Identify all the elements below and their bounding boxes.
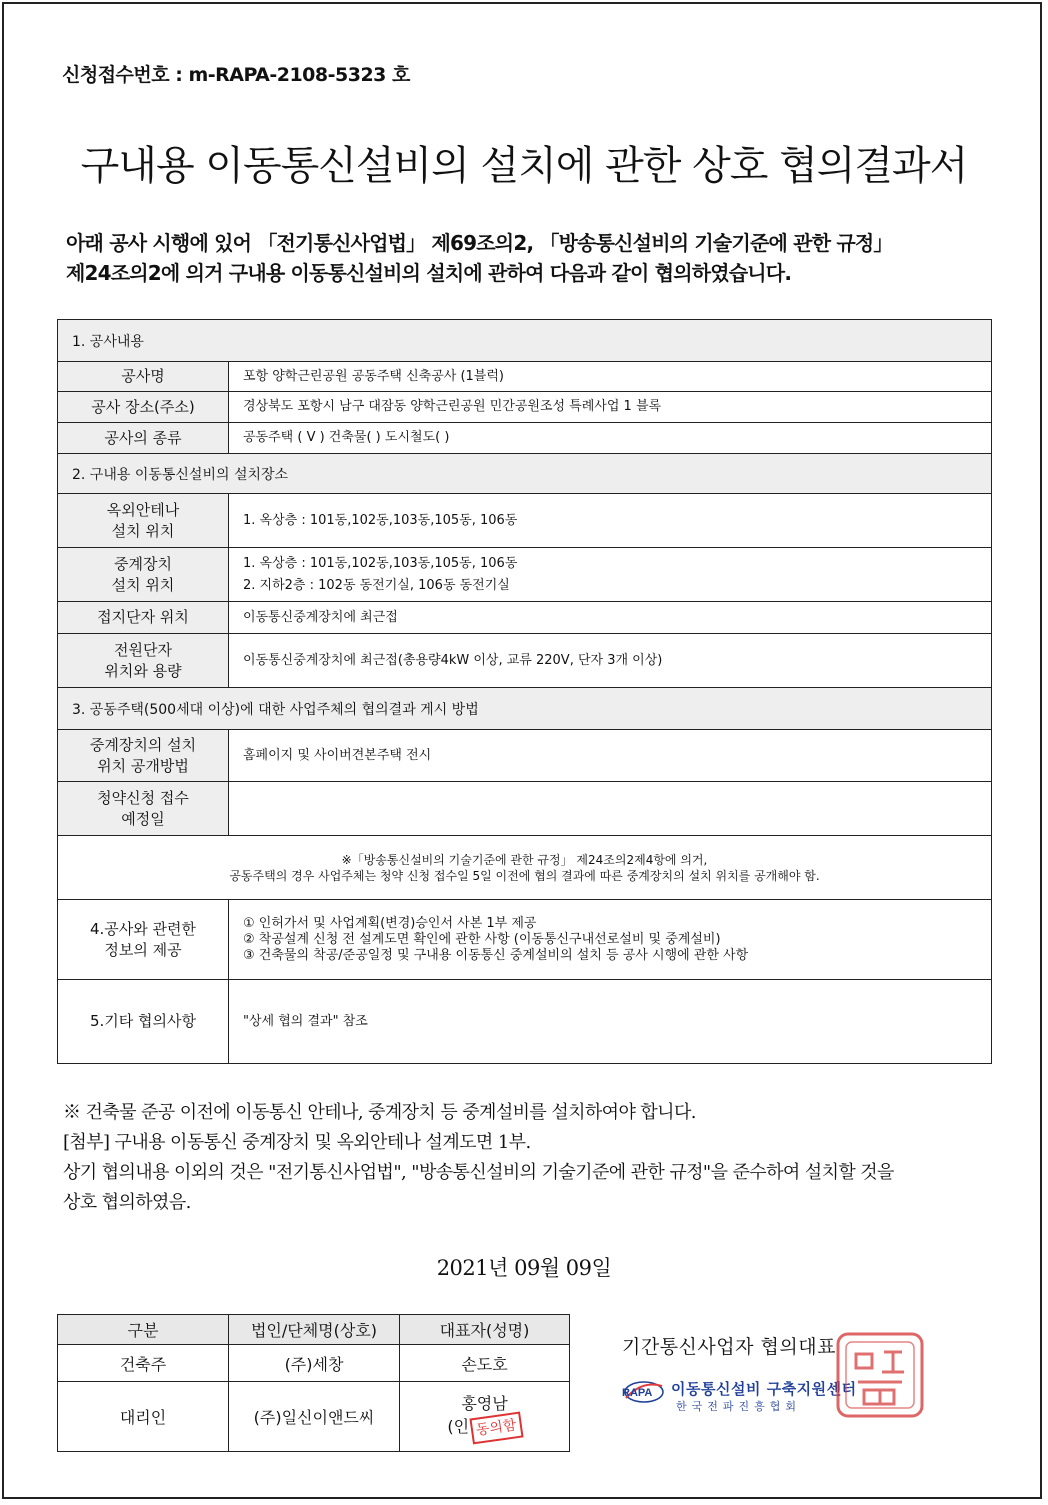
- subscription-label-line-1: 청약신청 접수: [97, 788, 189, 807]
- info-provision-value: [229, 900, 992, 980]
- closing-note-4: 상호 협의하였음.: [63, 1192, 191, 1213]
- relay-value-line-1: 1. 옥상층 : 101동,102동,103동,105동, 106동: [243, 555, 518, 571]
- sig-agent-representative: [400, 1382, 570, 1452]
- regulation-note: [58, 836, 992, 900]
- intro-text: [66, 228, 996, 288]
- intro-line-1: 아래 공사 시행에 있어 「전기통신사업법」 제69조의2, 「방송통신설비의 기술기준에 관한 규정」: [66, 231, 893, 255]
- sig-header-representative: 대표자(성명): [400, 1315, 570, 1345]
- etc-consultation-label: 5.기타 협의사항: [58, 980, 229, 1064]
- ground-terminal-value: 이동통신중계장치에 최근접: [229, 602, 992, 634]
- sig-agent-role: 대리인: [58, 1382, 229, 1452]
- antenna-label-line-1: 옥외안테나: [106, 500, 180, 519]
- regulation-note-line-2: 공동주택의 경우 사업주체는 청약 신청 접수일 5일 이전에 협의 결과에 따른 중계장치의 설치 위치를 공개해야 함.: [229, 868, 820, 883]
- power-label-line-2: 위치와 용량: [104, 661, 182, 680]
- power-terminal-value: 이동통신중계장치에 최근접(총용량4kW 이상, 교류 220V, 단자 3개 이상): [229, 634, 992, 688]
- rapa-logo-text: RAPA: [622, 1387, 653, 1399]
- etc-consultation-value: "상세 협의 결과" 참조: [229, 980, 992, 1064]
- sig-header-company: 법인/단체명(상호): [229, 1315, 400, 1345]
- info-value-line-3: ③ 건축물의 착공/준공일정 및 구내용 이동통신 중계설비의 설치 등 공사 시행에 관한 사항: [243, 947, 749, 963]
- ground-terminal-label: 접지단자 위치: [58, 602, 229, 634]
- power-terminal-label: [58, 634, 229, 688]
- receipt-number: 신청접수번호 : m-RAPA-2108-5323 호: [62, 64, 410, 86]
- antenna-location-value: 1. 옥상층 : 101동,102동,103동,105동, 106동: [229, 494, 992, 548]
- rapa-org-name: 한국전파진흥협회: [676, 1400, 802, 1413]
- signatory-table: [57, 1314, 570, 1452]
- power-label-line-1: 전원단자: [114, 640, 172, 659]
- project-type-value: 공동주택 ( V ) 건축물( ) 도시철도( ): [229, 423, 992, 454]
- intro-line-2: 제24조의2에 의거 구내용 이동통신설비의 설치에 관하여 다음과 같이 협의하였습니다.: [66, 261, 792, 285]
- project-name-label: 공사명: [58, 362, 229, 392]
- project-name-value: 포항 양학근린공원 공동주택 신축공사 (1블럭): [229, 362, 992, 392]
- sig-owner-company: (주)세창: [229, 1345, 400, 1382]
- relay-location-value: [229, 548, 992, 602]
- regulation-note-line-1: ※「방송통신설비의 기술기준에 관한 규정」 제24조의2제4항에 의거,: [341, 852, 708, 867]
- antenna-label-line-2: 설치 위치: [111, 521, 175, 540]
- project-type-label: 공사의 종류: [58, 423, 229, 454]
- document-date: 2021년 09월 09일: [436, 1256, 612, 1280]
- project-place-value: 경상북도 포항시 남구 대잠동 양학근린공원 민간공원조성 특례사업 1 블록: [229, 392, 992, 423]
- sig-agent-company: (주)일신이앤드씨: [229, 1382, 400, 1452]
- section-3-header: 3. 공동주택(500세대 이상)에 대한 사업주체의 협의결과 게시 방법: [58, 688, 992, 730]
- disclosure-label-line-2: 위치 공개방법: [97, 756, 189, 775]
- agency-line: 기간통신사업자 협의대표: [622, 1336, 836, 1358]
- closing-note-1: ※ 건축물 준공 이전에 이동통신 안테나, 중계장치 등 중계설비를 설치하여야 합니다.: [63, 1102, 696, 1123]
- rapa-center-name: 이동통신설비 구축지원센터: [671, 1380, 857, 1398]
- disclosure-method-label: [58, 730, 229, 782]
- agree-stamp: 동의함: [469, 1411, 523, 1444]
- sig-agent-name: 홍영남: [461, 1393, 508, 1413]
- disclosure-method-value: 홈페이지 및 사이버견본주택 전시: [229, 730, 992, 782]
- relay-value-line-2: 2. 지하2층 : 102동 동전기실, 106동 동전기실: [243, 577, 510, 593]
- rapa-logo-icon: [620, 1376, 664, 1408]
- sig-owner-representative: 손도호: [400, 1345, 570, 1382]
- subscription-date-value: [229, 782, 992, 836]
- relay-label-line-2: 설치 위치: [111, 575, 175, 594]
- consultation-table: [57, 319, 992, 1064]
- disclosure-label-line-1: 중계장치의 설치: [89, 735, 197, 754]
- info-value-line-1: ① 인허가서 및 사업계획(변경)승인서 사본 1부 제공: [243, 915, 537, 931]
- official-seal-icon: [834, 1330, 926, 1420]
- section-1-header: 1. 공사내용: [58, 320, 992, 362]
- sig-agent-seal-prefix: (인: [447, 1416, 470, 1436]
- info-label-line-2: 정보의 제공: [104, 940, 182, 959]
- sig-agent-seal-row: [400, 1415, 569, 1441]
- closing-note-3: 상기 협의내용 이외의 것은 "전기통신사업법", "방송통신설비의 기술기준에 관한 규정"을 준수하여 설치할 것을: [63, 1162, 894, 1183]
- relay-label-line-1: 중계장치: [114, 554, 172, 573]
- subscription-date-label: [58, 782, 229, 836]
- closing-notes: [63, 1098, 993, 1218]
- project-place-label: 공사 장소(주소): [58, 392, 229, 423]
- sig-owner-role: 건축주: [58, 1345, 229, 1382]
- info-provision-label: [58, 900, 229, 980]
- info-value-line-2: ② 착공설계 신청 전 설계도면 확인에 관한 사항 (이동통신구내선로설비 및 중계설비): [243, 931, 721, 947]
- sig-header-division: 구분: [58, 1315, 229, 1345]
- document-title: 구내용 이동통신설비의 설치에 관한 상호 협의결과서: [80, 143, 968, 189]
- closing-note-2: [첨부] 구내용 이동통신 중계장치 및 옥외안테나 설계도면 1부.: [63, 1132, 531, 1153]
- antenna-location-label: [58, 494, 229, 548]
- section-2-header: 2. 구내용 이동통신설비의 설치장소: [58, 454, 992, 494]
- subscription-label-line-2: 예정일: [121, 809, 165, 828]
- info-label-line-1: 4.공사와 관련한: [89, 919, 197, 938]
- relay-location-label: [58, 548, 229, 602]
